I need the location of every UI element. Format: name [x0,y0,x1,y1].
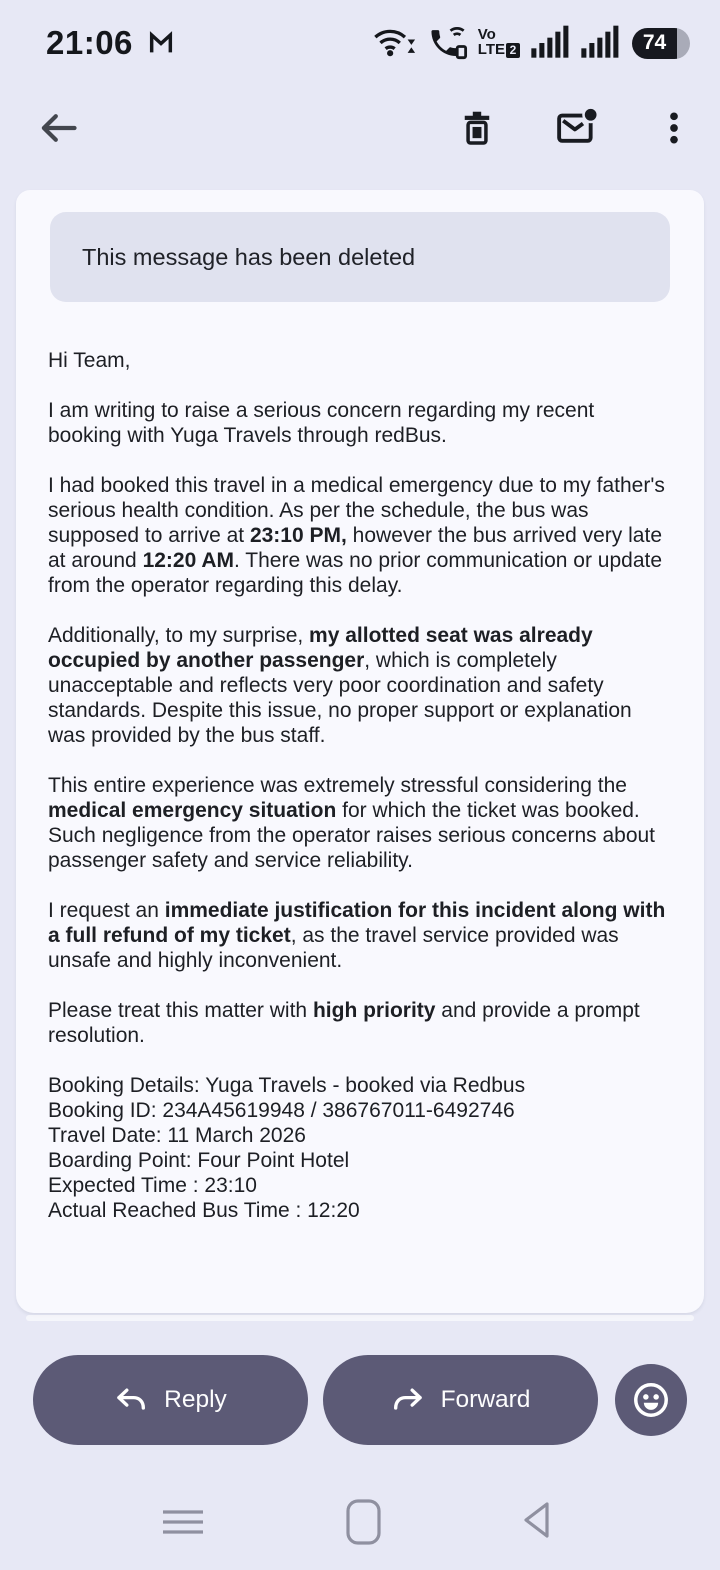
email-paragraph: Additionally, to my surprise, my allotted seat was already occupied by another passenger, which is completely unacceptable and reflects very poor coordination and safety standards. Despite this issue, no proper support or explanation was provided by the bus staff. [48,624,632,747]
reply-label: Reply [164,1386,227,1413]
forward-label: Forward [440,1386,531,1413]
back-button[interactable] [36,106,80,150]
nav-back-button[interactable] [516,1498,560,1542]
deleted-message-text: This message has been deleted [82,243,416,270]
signal-strength-icon-sim1 [530,23,570,64]
booking-detail-line: Booking ID: 234A45619948 / 386767011-6492746 [48,1099,515,1122]
email-paragraph: I am writing to raise a serious concern regarding my recent booking with Yuga Travels through redBus. [48,399,595,447]
booking-detail-line: Actual Reached Bus Time : 12:20 [48,1199,360,1222]
gmail-notification-icon [145,27,177,59]
signal-strength-icon-sim2 [580,23,620,64]
wifi-calling-phone-icon [426,23,468,63]
action-button-row [0,1355,720,1445]
booking-details [48,1073,672,1223]
email-paragraph: I had booked this travel in a medical emergency due to my father's serious health condition. As per the schedule, the bus was supposed to arrive at 23:10 PM, however the bus arrived very late at around 12:20 AM. There was no prior communication or update from the operator regarding this delay. [48,474,665,597]
toolbar [0,86,720,170]
battery-percent: 74 [632,28,677,59]
home-button[interactable] [341,1498,385,1546]
emoji-reaction-button[interactable] [615,1364,687,1436]
delete-button[interactable] [456,107,498,149]
more-options-button[interactable] [654,106,694,150]
email-paragraph: I request an immediate justification for this incident along with a full refund of my ticket, as the travel service provided was unsafe and highly inconvenient. [48,899,666,972]
email-paragraph: Please treat this matter with high priority and provide a prompt resolution. [48,999,640,1047]
email-body [48,348,672,1223]
reply-arrow-icon [114,1386,148,1414]
sim2-badge: 2 [506,43,520,58]
status-indicators [372,23,690,64]
booking-detail-line: Expected Time : 23:10 [48,1174,257,1197]
mark-unread-button[interactable] [554,106,598,150]
email-paragraph: This entire experience was extremely stressful considering the medical emergency situation for which the ticket was booked. Such negligence from the operator raises serious concerns about passenger safety and service reliability. [48,774,656,872]
battery-indicator [632,28,690,59]
booking-detail-line: Booking Details: Yuga Travels - booked via Redbus [48,1074,526,1097]
battery-tip [677,28,690,59]
wifi-icon [372,23,416,64]
status-bar [0,0,720,86]
email-paragraphs [48,348,672,1048]
booking-detail-line: Boarding Point: Four Point Hotel [48,1149,350,1172]
message-card [16,190,704,1313]
forward-arrow-icon [391,1386,425,1414]
android-navigation-bar [0,1490,720,1560]
clock: 21:06 [46,24,133,61]
email-paragraph: Hi Team, [48,349,131,372]
emoji-smiley-icon [629,1378,673,1422]
forward-button[interactable] [323,1355,598,1445]
reply-button[interactable] [33,1355,308,1445]
booking-detail-line: Travel Date: 11 March 2026 [48,1124,306,1147]
deleted-message-banner [50,212,670,302]
volte-indicator: Vo LTE 2 [478,28,520,58]
recents-menu-button[interactable] [161,1498,205,1542]
